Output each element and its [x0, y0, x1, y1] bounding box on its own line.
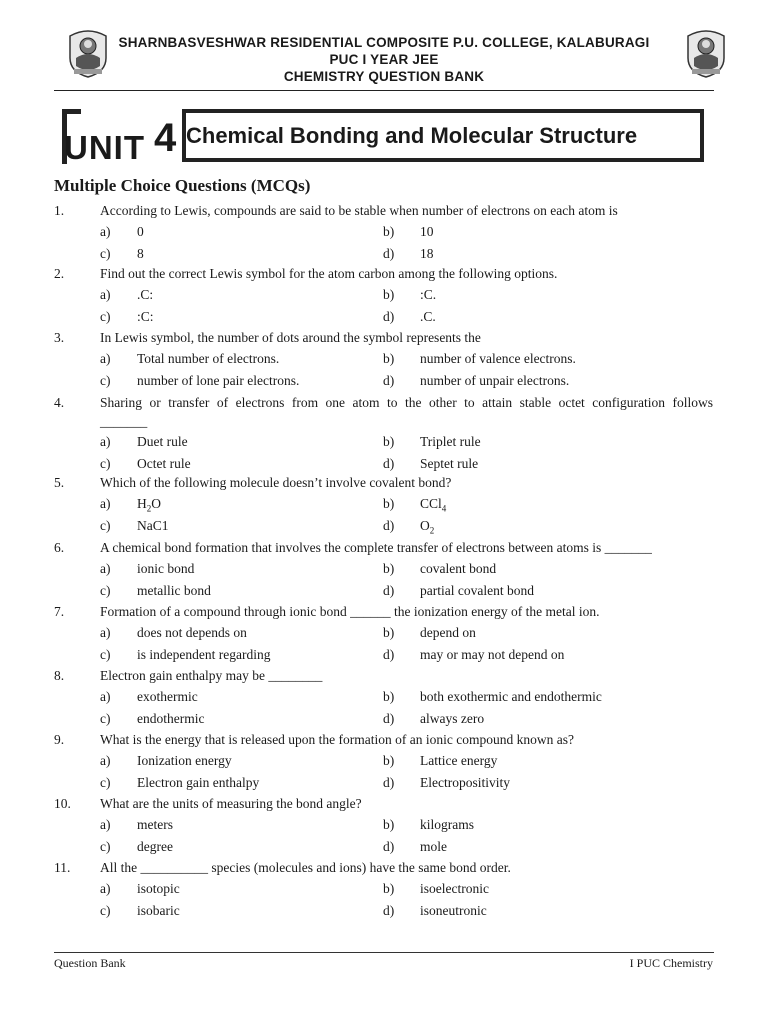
question-text: A chemical bond formation that involves the complete transfer of electrons between atoms is _______ [100, 540, 652, 555]
option-text [420, 431, 481, 452]
question-item [0, 601, 768, 666]
option-text [137, 284, 153, 305]
option-text-main: isotopic [137, 881, 180, 896]
option-text-main: O [420, 518, 430, 533]
question-text: According to Lewis, compounds are said to be stable when number of electrons on each atom is [100, 203, 618, 218]
option-text-main: isoneutronic [420, 903, 487, 918]
option-label: b) [383, 561, 395, 576]
option-text-main: is independent regarding [137, 647, 271, 662]
option-text [137, 836, 173, 857]
option-label: b) [383, 224, 395, 239]
option-label: c) [100, 246, 111, 261]
option-label: b) [383, 351, 395, 366]
question-item [0, 392, 768, 475]
option-label: d) [383, 583, 395, 598]
option-text-main: NaC1 [137, 518, 169, 533]
option-text [137, 644, 270, 665]
option-label: d) [383, 456, 395, 471]
option-text [420, 836, 447, 857]
option-label: d) [383, 373, 395, 388]
option-text [420, 243, 434, 264]
option-label: d) [383, 246, 395, 261]
option-grid [0, 348, 768, 392]
question-item [0, 857, 768, 922]
question-number: 11. [54, 860, 71, 875]
option-text-main: meters [137, 817, 173, 832]
option-text-main: number of unpair electrons. [420, 373, 570, 388]
question-text: In Lewis symbol, the number of dots around the symbol represents the [100, 330, 481, 345]
option-label: b) [383, 753, 395, 768]
option-text [137, 348, 279, 369]
question-number: 6. [54, 540, 65, 555]
option-text [420, 348, 576, 369]
option-text-main: Triplet rule [420, 434, 481, 449]
option-label: a) [100, 496, 111, 511]
unit-label: UNIT [64, 129, 145, 166]
college-name: SHARNBASVESHWAR RESIDENTIAL COMPOSITE P.U. COLLEGE, KALABURAGI [118, 35, 650, 50]
option-text [420, 644, 564, 665]
option-text-main: 0 [137, 224, 144, 239]
question-text: Electron gain enthalpy may be ________ [100, 668, 323, 683]
option-text-main: .C. [420, 309, 436, 324]
option-text [137, 493, 161, 514]
option-text [420, 900, 487, 921]
option-text-main: Ionization energy [137, 753, 232, 768]
option-text-main: kilograms [420, 817, 474, 832]
option-subscript: 4 [441, 503, 447, 514]
option-label: b) [383, 434, 395, 449]
option-text [137, 772, 259, 793]
option-text [420, 580, 534, 601]
option-label: a) [100, 881, 111, 896]
option-text [420, 772, 510, 793]
option-text [420, 306, 436, 327]
option-text [137, 558, 194, 579]
option-grid [0, 686, 768, 730]
option-text-main: partial covalent bond [420, 583, 534, 598]
option-text-main: H [137, 496, 147, 511]
option-text [137, 243, 144, 264]
option-grid [0, 622, 768, 666]
option-text-main: degree [137, 839, 173, 854]
option-text [137, 708, 204, 729]
option-text [137, 878, 180, 899]
option-text [137, 221, 144, 242]
college-emblem-icon [684, 28, 728, 78]
option-text [420, 750, 497, 771]
option-label: a) [100, 224, 111, 239]
option-label: d) [383, 903, 395, 918]
question-number: 9. [54, 732, 65, 747]
option-text-main: :C: [137, 309, 154, 324]
answer-blank: _______ [100, 414, 148, 429]
option-text-main: Electropositivity [420, 775, 510, 790]
option-label: a) [100, 689, 111, 704]
option-text [137, 431, 188, 452]
option-text-main: endothermic [137, 711, 205, 726]
option-text-main: may or may not depend on [420, 647, 565, 662]
question-row [0, 263, 768, 284]
question-item [0, 537, 768, 602]
option-label: a) [100, 753, 111, 768]
option-text [420, 284, 436, 305]
option-label: c) [100, 647, 111, 662]
option-text-main: Duet rule [137, 434, 188, 449]
option-label: c) [100, 373, 111, 388]
footer-right: I PUC Chemistry [629, 956, 713, 970]
option-label: c) [100, 456, 111, 471]
question-number: 8. [54, 668, 65, 683]
option-label: d) [383, 309, 395, 324]
option-text-main: always zero [420, 711, 485, 726]
question-text: What is the energy that is released upon the formation of an ionic compound known as? [100, 732, 574, 747]
option-grid [0, 750, 768, 794]
option-text-main: ionic bond [137, 561, 195, 576]
option-label: a) [100, 817, 111, 832]
option-label: c) [100, 309, 111, 324]
question-row [0, 857, 768, 878]
option-label: a) [100, 561, 111, 576]
option-text [420, 622, 476, 643]
question-bank-title: CHEMISTRY QUESTION BANK [283, 69, 485, 84]
option-label: c) [100, 839, 111, 854]
option-text-main: Lattice energy [420, 753, 498, 768]
option-text-main: does not depends on [137, 625, 247, 640]
option-text-main: number of lone pair electrons. [137, 373, 300, 388]
option-text-main: Septet rule [420, 456, 479, 471]
question-row [0, 729, 768, 750]
option-text [137, 814, 173, 835]
option-label: c) [100, 775, 111, 790]
question-text: Which of the following molecule doesn’t involve covalent bond? [100, 475, 452, 490]
option-text-main: depend on [420, 625, 476, 640]
option-grid [0, 558, 768, 602]
option-grid [0, 284, 768, 328]
option-text [420, 515, 434, 536]
option-grid [0, 431, 768, 475]
option-text [420, 221, 434, 242]
option-text-main: Octet rule [137, 456, 191, 471]
option-text [420, 370, 569, 391]
option-text-main: exothermic [137, 689, 198, 704]
option-text [420, 453, 478, 474]
option-text-main: 10 [420, 224, 434, 239]
option-label: d) [383, 647, 395, 662]
option-text [137, 306, 154, 327]
option-grid [0, 814, 768, 858]
option-text-main: 8 [137, 246, 144, 261]
option-label: b) [383, 625, 395, 640]
option-label: c) [100, 903, 111, 918]
option-text [420, 493, 446, 514]
question-item [0, 327, 768, 392]
question-item [0, 472, 768, 537]
option-text [137, 750, 232, 771]
question-row [0, 392, 768, 431]
option-label: a) [100, 625, 111, 640]
question-number: 2. [54, 266, 65, 281]
option-label: d) [383, 775, 395, 790]
option-text-main: covalent bond [420, 561, 497, 576]
option-text [137, 900, 180, 921]
question-row [0, 472, 768, 493]
option-subscript: 2 [146, 503, 152, 514]
unit-title: Chemical Bonding and Molecular Structure [186, 123, 638, 148]
question-number: 3. [54, 330, 65, 345]
option-text-main: isoelectronic [420, 881, 489, 896]
option-text-main: 18 [420, 246, 434, 261]
question-text: Sharing or transfer of electrons from one atom to the other to attain stable octet configuration follows [100, 395, 713, 410]
option-text [420, 878, 489, 899]
option-text-main: :C. [420, 287, 437, 302]
option-text-main: metallic bond [137, 583, 211, 598]
option-label: b) [383, 817, 395, 832]
option-text-main: .C: [137, 287, 154, 302]
option-text [420, 814, 474, 835]
question-number: 5. [54, 475, 65, 490]
option-text-main: number of valence electrons. [420, 351, 576, 366]
option-grid [0, 878, 768, 922]
option-label: d) [383, 839, 395, 854]
footer-divider [54, 952, 714, 953]
question-row [0, 665, 768, 686]
section-title: Multiple Choice Questions (MCQs) [54, 176, 311, 195]
question-number: 10. [54, 796, 71, 811]
unit-number: 4 [154, 116, 177, 160]
unit-banner [62, 106, 708, 166]
question-text: Formation of a compound through ionic bond ______ the ionization energy of the metal ion. [100, 604, 600, 619]
option-text [137, 370, 299, 391]
page-header [0, 26, 768, 86]
option-label: a) [100, 351, 111, 366]
option-text [420, 686, 602, 707]
option-text-main: isobaric [137, 903, 180, 918]
option-text [420, 708, 484, 729]
option-label: b) [383, 689, 395, 704]
question-row [0, 200, 768, 221]
option-label: b) [383, 881, 395, 896]
option-label: d) [383, 518, 395, 533]
question-row [0, 601, 768, 622]
option-subscript: 2 [429, 525, 435, 536]
option-text [137, 622, 247, 643]
question-row [0, 327, 768, 348]
option-label: a) [100, 287, 111, 302]
option-text-main: Total number of electrons. [137, 351, 280, 366]
option-label: c) [100, 583, 111, 598]
option-text [420, 558, 496, 579]
option-grid [0, 493, 768, 537]
option-label: c) [100, 711, 111, 726]
option-label: d) [383, 711, 395, 726]
question-text: Find out the correct Lewis symbol for the atom carbon among the following options. [100, 266, 558, 281]
option-text-main: Electron gain enthalpy [137, 775, 260, 790]
header-text [100, 34, 668, 85]
question-item [0, 729, 768, 794]
course-name: PUC I YEAR JEE [329, 52, 439, 67]
question-item [0, 665, 768, 730]
option-text [137, 580, 211, 601]
question-row [0, 537, 768, 558]
option-grid [0, 221, 768, 265]
question-number: 1. [54, 203, 65, 218]
option-text [137, 686, 198, 707]
option-text-main: both exothermic and endothermic [420, 689, 602, 704]
question-item [0, 200, 768, 265]
option-label: b) [383, 496, 395, 511]
option-text-main: mole [420, 839, 447, 854]
option-text-main: CCl [420, 496, 442, 511]
question-text: All the __________ species (molecules and ions) have the same bond order. [100, 860, 511, 875]
option-text-tail: O [151, 496, 161, 511]
question-row [0, 793, 768, 814]
option-label: c) [100, 518, 111, 533]
option-label: b) [383, 287, 395, 302]
question-item [0, 793, 768, 858]
option-text [137, 453, 191, 474]
option-label: a) [100, 434, 111, 449]
question-item [0, 263, 768, 328]
question-number: 7. [54, 604, 65, 619]
header-divider [54, 90, 714, 91]
option-text [137, 515, 169, 536]
question-text: What are the units of measuring the bond angle? [100, 796, 362, 811]
footer-left: Question Bank [54, 956, 126, 970]
question-number: 4. [54, 395, 65, 410]
